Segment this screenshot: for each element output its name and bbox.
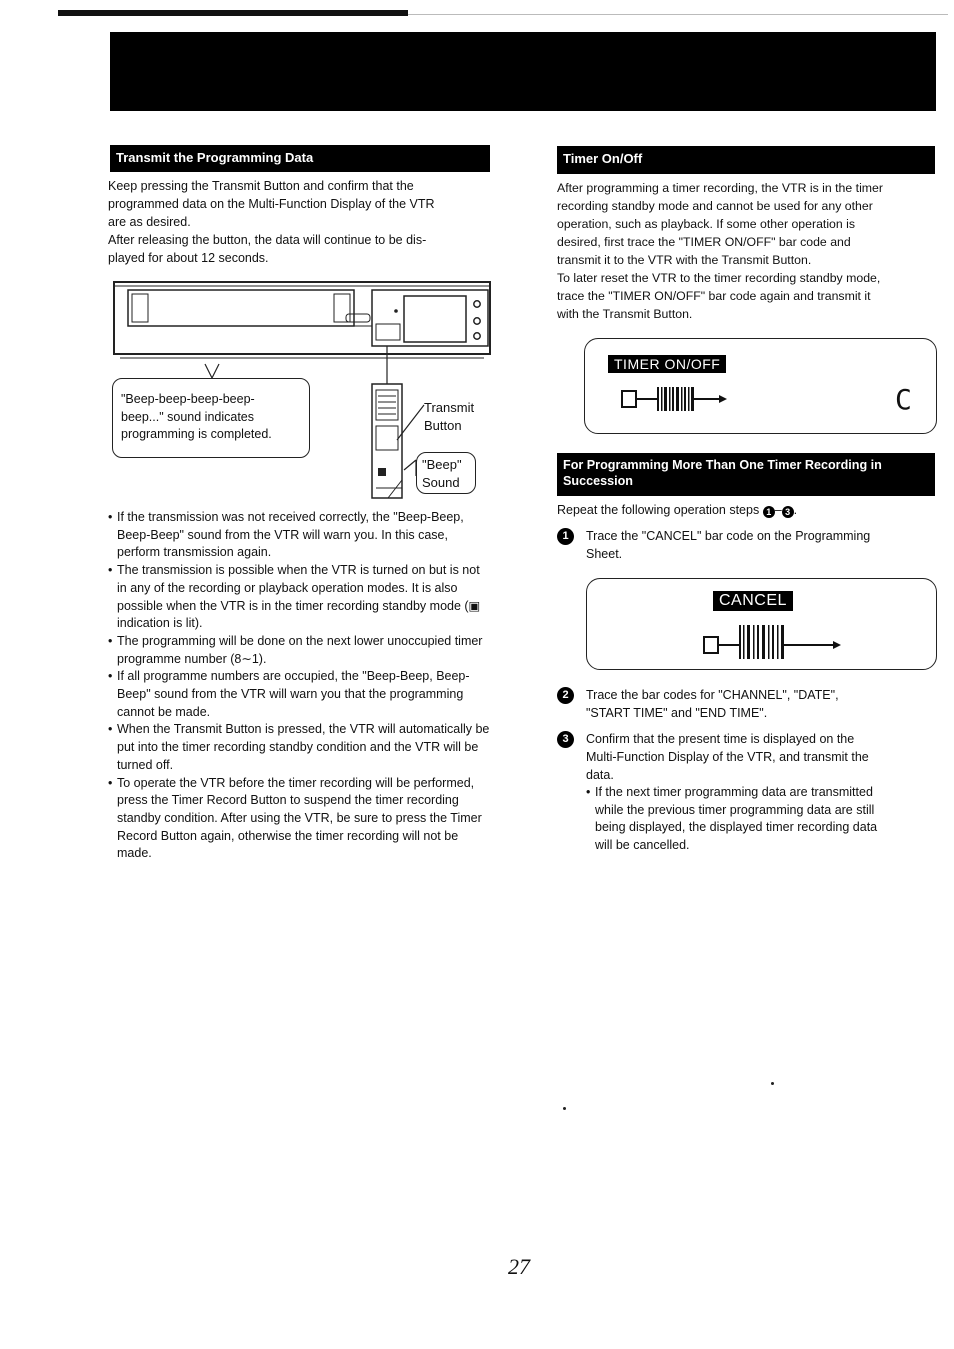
timer-glyph: C (895, 383, 912, 416)
header-band (110, 32, 936, 111)
repeat-text: Repeat the following operation steps (557, 503, 760, 517)
timer-on-off-tag: TIMER ON/OFF (608, 355, 726, 373)
heading-line: For Programming More Than One Timer Recording in (563, 458, 882, 472)
note-line: will be cancelled. (595, 838, 690, 853)
timer-line: with the Transmit Button. (557, 307, 693, 321)
step-line: Trace the "CANCEL" bar code on the Programming (586, 529, 871, 543)
step-2-text (586, 686, 937, 722)
label-line: Transmit (424, 400, 475, 415)
label-line: "Beep" (422, 457, 462, 472)
step-ref-first: 1 (763, 506, 775, 518)
step-line: "START TIME" and "END TIME". (586, 706, 768, 720)
callout-line: "Beep-beep-beep-beep- (121, 392, 255, 406)
step-ref-last: 3 (782, 506, 794, 518)
transmit-intro (108, 177, 490, 267)
note-line: while the previous timer programming data are still (595, 802, 875, 817)
top-rule-thin (408, 14, 948, 15)
heading-line: Succession (563, 474, 633, 488)
notes-list (108, 509, 490, 863)
top-rule (58, 10, 408, 16)
step-3-note (586, 784, 936, 855)
step-line: Multi-Function Display of the VTR, and transmit the (586, 750, 869, 764)
list-item: • If all programme numbers are occupied, the "Beep-Beep, Beep-Beep" sound from the VTR will warn you that the programming cannot be made. (108, 668, 490, 721)
step-line: Confirm that the present time is displayed on the (586, 732, 855, 746)
transmit-heading: Transmit the Programming Data (110, 145, 490, 172)
label-line: Button (424, 418, 462, 433)
timer-line: recording standby mode and cannot be used for any other (557, 199, 873, 213)
transmit-button-label (424, 399, 474, 435)
timer-line: desired, first trace the "TIMER ON/OFF" bar code and (557, 235, 851, 249)
timer-line: trace the "TIMER ON/OFF" bar code again and transmit it (557, 289, 871, 303)
list-item (586, 784, 936, 855)
beep-sound-label (416, 452, 476, 494)
intro-line: programmed data on the Multi-Function Display of the VTR (108, 197, 435, 211)
note-line: being displayed, the displayed timer recording data (595, 820, 878, 835)
intro-line: After releasing the button, the data will continue to be dis- (108, 233, 427, 247)
list-item: • The programming will be done on the next lower unoccupied timer programme number (8∼1). (108, 633, 490, 668)
barcode-icon (621, 385, 731, 415)
multi-timer-heading (557, 453, 935, 496)
step-line: Sheet. (586, 547, 623, 561)
step-2-number: 2 (557, 687, 574, 704)
intro-line: played for about 12 seconds. (108, 251, 269, 265)
note-line: • If the next timer programming data are transmitted (595, 785, 873, 799)
timer-line: transmit it to the VTR with the Transmit Button. (557, 253, 812, 267)
step-line: Trace the bar codes for "CHANNEL", "DATE", (586, 688, 839, 702)
label-line: Sound (422, 475, 460, 490)
intro-line: Keep pressing the Transmit Button and confirm that the (108, 179, 414, 193)
callout-line: programming is completed. (121, 427, 272, 441)
step-3-number: 3 (557, 731, 574, 748)
list-item: • To operate the VTR before the timer recording will be performed, press the Timer Record Button to suspend the timer recording standby condition. After using the VTR, be sure to press the Timer Record Button again, otherwise the timer recording will not be made. (108, 775, 490, 864)
timer-line: operation, such as playback. If some other operation is (557, 217, 856, 231)
cancel-barcode-panel (586, 578, 937, 670)
list-item: • If the transmission was not received correctly, the "Beep-Beep, Beep-Beep" sound from the VTR will warn you. In this case, perform transmission again. (108, 509, 490, 562)
scan-speck (771, 1082, 774, 1085)
list-item: • The transmission is possible when the VTR is turned on but is not in any of the recording or playback operation modes. It is also possible when the VTR is in the timer recording standby mode (▣ indication is lit). (108, 562, 490, 633)
repeat-period: . (793, 503, 798, 517)
step-1-text (586, 527, 937, 563)
timer-line: After programming a timer recording, the VTR is in the timer (557, 181, 883, 195)
beep-callout (112, 378, 310, 458)
scan-speck (563, 1107, 566, 1110)
page-number: 27 (508, 1254, 530, 1279)
cancel-tag: CANCEL (713, 591, 793, 611)
intro-line: are as desired. (108, 215, 191, 229)
callout-line: beep..." sound indicates (121, 409, 255, 424)
step-3-text (586, 730, 937, 784)
step-1-number: 1 (557, 528, 574, 545)
repeat-line (557, 501, 937, 519)
timer-text (557, 179, 937, 323)
timer-line: To later reset the VTR to the timer recording standby mode, (557, 271, 881, 285)
barcode-icon (703, 623, 843, 661)
list-item: • When the Transmit Button is pressed, the VTR will automatically be put into the timer recording standby condition and the VTR will be turned off. (108, 721, 490, 774)
timer-barcode-panel (584, 338, 937, 434)
timer-heading: Timer On/Off (557, 146, 935, 174)
step-ref-dash: – (774, 503, 782, 517)
step-line: data. (586, 768, 614, 782)
